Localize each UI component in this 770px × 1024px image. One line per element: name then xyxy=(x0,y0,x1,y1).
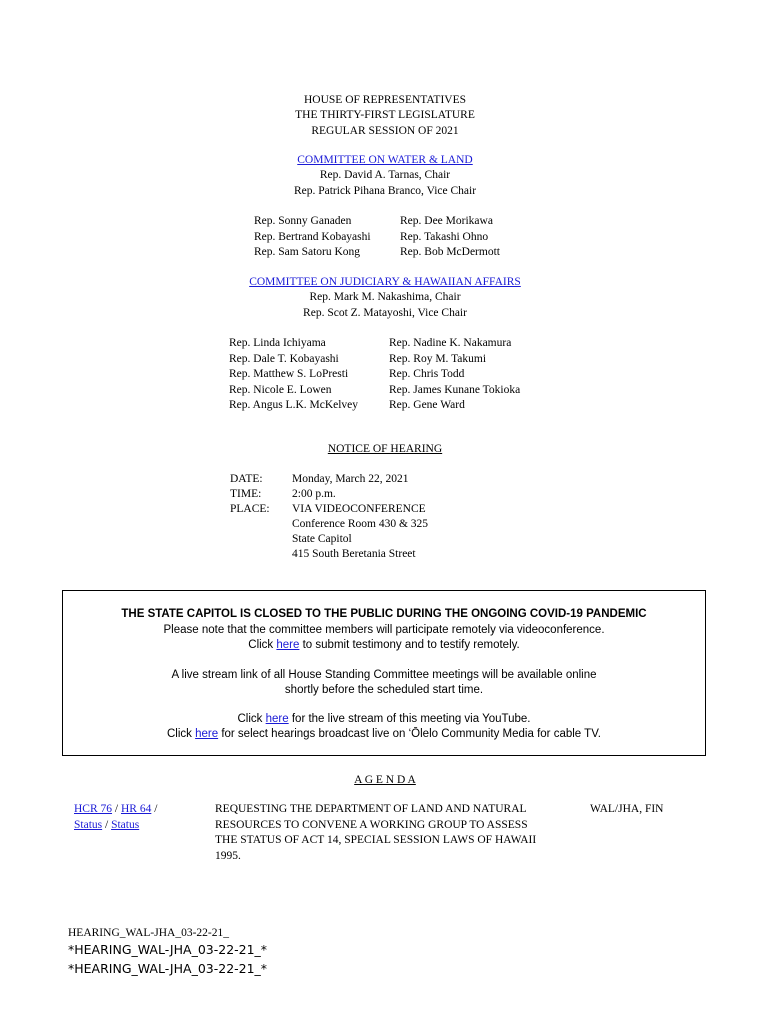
hearing-barcode-text-2: *HEARING_WAL-JHA_03-22-21_* xyxy=(68,961,268,976)
time-label: TIME: xyxy=(230,488,262,500)
agenda-item-description: REQUESTING THE DEPARTMENT OF LAND AND NATURAL RESOURCES TO CONVENE A WORKING GROUP TO ASSESS THE STATUS OF ACT 14, SPECIAL SESSION LAWS OF HAWAII 1995. xyxy=(215,803,537,862)
committee1-members-left xyxy=(254,214,371,261)
bill-link-hcr76[interactable]: HCR 76 xyxy=(74,803,113,815)
document-header xyxy=(0,93,770,139)
committee2-chair: Rep. Mark M. Nakashima, Chair xyxy=(309,291,461,304)
member: Rep. Nadine K. Nakamura xyxy=(389,337,512,349)
member: Rep. Bertrand Kobayashi xyxy=(254,230,371,243)
livestream-note-2: shortly before the scheduled start time. xyxy=(284,684,484,696)
youtube-link[interactable]: here xyxy=(265,713,289,725)
place-label: PLACE: xyxy=(230,503,270,515)
member: Rep. Sonny Ganaden xyxy=(254,215,352,227)
committee1-vice-chair: Rep. Patrick Pihana Branco, Vice Chair xyxy=(293,184,477,197)
committee2-members-left xyxy=(229,336,358,414)
testimony-line: Click here to submit testimony and to testify remotely. xyxy=(248,639,520,651)
header-session: REGULAR SESSION OF 2021 xyxy=(311,124,459,137)
committee2-vice-chair: Rep. Scot Z. Matayoshi, Vice Chair xyxy=(303,306,467,319)
hearing-code: HEARING_WAL-JHA_03-22-21_ xyxy=(68,927,229,939)
time-value: 2:00 p.m. xyxy=(292,488,336,500)
agenda-title: A G E N D A xyxy=(354,774,416,786)
member: Rep. James Kunane Tokioka xyxy=(389,383,521,396)
testimony-link[interactable]: here xyxy=(276,639,300,651)
videoconference-note: Please note that the committee members will participate remotely via videoconference. xyxy=(163,624,605,636)
olelo-line: Click here for select hearings broadcast live on ‘Ōlelo Community Media for cable TV. xyxy=(166,728,602,740)
member: Rep. Bob McDermott xyxy=(400,246,500,258)
member: Rep. Dee Morikawa xyxy=(400,215,493,227)
olelo-link[interactable]: here xyxy=(195,728,219,740)
youtube-line: Click here for the live stream of this meeting via YouTube. xyxy=(237,713,531,725)
place-value: VIA VIDEOCONFERENCE Conference Room 430 & 325 State Capitol 415 South Beretania Street xyxy=(292,503,429,560)
covid-notice-box xyxy=(62,590,706,756)
member: Rep. Matthew S. LoPresti xyxy=(229,368,349,380)
member: Rep. Dale T. Kobayashi xyxy=(229,352,339,365)
member: Rep. Roy M. Takumi xyxy=(389,352,487,365)
hearing-barcode-text: *HEARING_WAL-JHA_03-22-21_* xyxy=(68,942,268,957)
covid-headline: THE STATE CAPITOL IS CLOSED TO THE PUBLIC DURING THE ONGOING COVID-19 PANDEMIC xyxy=(121,608,647,620)
member: Rep. Chris Todd xyxy=(389,368,465,380)
committee1-members-right xyxy=(400,214,500,261)
committee-water-land xyxy=(0,153,770,199)
committee2-members-right xyxy=(389,336,520,414)
date-label: DATE: xyxy=(230,473,263,485)
member: Rep. Gene Ward xyxy=(389,399,465,411)
status-link-hr64[interactable]: Status xyxy=(111,818,140,831)
member: Rep. Nicole E. Lowen xyxy=(229,383,332,396)
header-legislature: THE THIRTY-FIRST LEGISLATURE xyxy=(295,109,475,122)
committee-judiciary xyxy=(0,275,770,321)
header-house: HOUSE OF REPRESENTATIVES xyxy=(303,94,466,106)
notice-of-hearing-title: NOTICE OF HEARING xyxy=(327,443,443,455)
committee1-chair: Rep. David A. Tarnas, Chair xyxy=(319,169,451,182)
bill-link-hr64[interactable]: HR 64 xyxy=(120,803,152,815)
committee-judiciary-link[interactable]: COMMITTEE ON JUDICIARY & HAWAIIAN AFFAIRS xyxy=(249,276,521,288)
member: Rep. Angus L.K. McKelvey xyxy=(229,399,359,411)
date-value: Monday, March 22, 2021 xyxy=(292,473,409,485)
agenda-item-bills: HCR 76 / HR 64 / Status / Status xyxy=(74,803,158,831)
member: Rep. Linda Ichiyama xyxy=(229,337,326,349)
member: Rep. Sam Satoru Kong xyxy=(254,246,361,258)
livestream-note: A live stream link of all House Standing Committee meetings will be available online xyxy=(171,669,597,681)
member: Rep. Takashi Ohno xyxy=(400,230,489,243)
status-link-hcr76[interactable]: Status xyxy=(74,818,103,831)
committee-water-land-link[interactable]: COMMITTEE ON WATER & LAND xyxy=(297,154,473,166)
agenda-item-referral: WAL/JHA, FIN xyxy=(590,803,664,815)
